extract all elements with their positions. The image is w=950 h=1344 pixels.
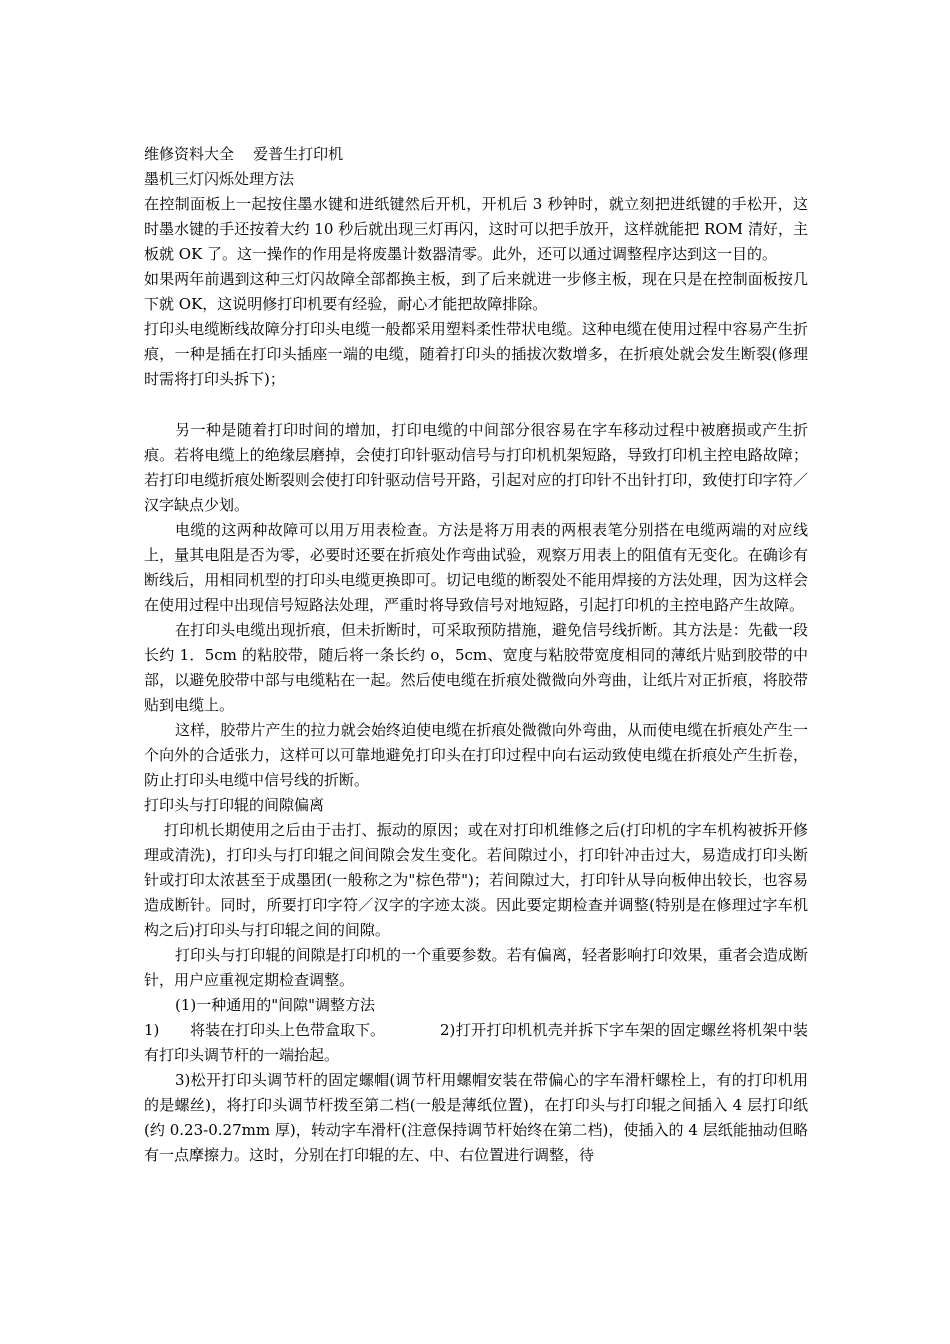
paragraph-cable-wear: 另一种是随着打印时间的增加，打印电缆的中间部分很容易在字车移动过程中被磨损或产生折痕。若将电缆上的绝缘层磨掉，会使打印针驱动信号与打印机机架短路，导致打印机主控电路故障；若打印电缆折痕处断裂则会使打印针驱动信号开路，引起对应的打印针不出针打印，致使打印字符／汉字缺点少划。 bbox=[144, 421, 808, 514]
paragraph-gap-cause: 打印机长期使用之后由于击打、振动的原因；或在对打印机维修之后(打印机的字车机构被拆开修理或清洗)，打印头与打印辊之间间隙会发生变化。若间隙过小，打印针冲击过大，易造成打印头断针或打印太浓甚至于成墨团(一般称之为"棕色带")；若间隙过大，打印针从导向板伸出较长，也容易造成断针。同时，所要打印字符／汉字的字迹太淡。因此要定期检查并调整(特别是在修理过字车机构之后)打印头与打印辊之间的间隙。 bbox=[144, 821, 808, 939]
blank-line bbox=[144, 392, 808, 418]
paragraph-reset-procedure: 在控制面板上一起按住墨水键和进纸键然后开机，开机后 3 秒钟时，就立刻把进纸键的手松开，这时墨水键的手还按着大约 10 秒后就出现三灯再闪，这时可以把手放开，这样就能把 ROM 清好，主板就 OK 了。这一操作的作用是将废墨计数器清零。此外，还可以通过调整程序达到这一目的。 bbox=[144, 195, 808, 263]
paragraph-method-heading: (1)一种通用的"间隙"调整方法 bbox=[175, 996, 376, 1014]
paragraph-multimeter-check: 电缆的这两种故障可以用万用表检查。方法是将万用表的两根表笔分别搭在电缆两端的对应线上，量其电阻是否为零，必要时还要在折痕处作弯曲试验，观察万用表上的阻值有无变化。在确诊有断线后，用相同机型的打印头电缆更换即可。切记电缆的断裂处不能用焊接的方法处理，因为这样会在使用过程中出现信号短路法处理，严重时将导致信号对地短路，引起打印机的主控电路产生故障。 bbox=[144, 521, 808, 614]
paragraph-gap-importance: 打印头与打印辊的间隙是打印机的一个重要参数。若有偏离，轻者影响打印效果，重者会造成断针，用户应重视定期检查调整。 bbox=[144, 946, 808, 989]
paragraph-tape-prevention: 在打印头电缆出现折痕，但未折断时，可采取预防措施，避免信号线折断。其方法是：先截一段长约 1．5cm 的粘胶带，随后将一条长约 o，5cm、宽度与粘胶带宽度相同的薄纸片贴到胶带的中部，以避免胶带中部与电缆粘在一起。然后使电缆在折痕处微微向外弯曲，让纸片对正折痕，将胶带贴到电缆上。 bbox=[144, 621, 808, 714]
paragraph-cable-break: 打印头电缆断线故障分打印头电缆一般都采用塑料柔性带状电缆。这种电缆在使用过程中容易产生折痕，一种是插在打印头插座一端的电缆，随着打印头的插拔次数增多，在折痕处就会发生断裂(修理时需将打印头拆下)； bbox=[144, 320, 808, 388]
step-2-text: 2)打开打印机机壳并拆下字车架的固定螺丝将机架中装有打印头调节杆的一端抬起。 bbox=[144, 1021, 808, 1064]
paragraph-steps-1-2 bbox=[144, 1018, 808, 1068]
paragraph-tension: 这样，胶带片产生的拉力就会始终迫使电缆在折痕处微微向外弯曲，从而使电缆在折痕处产生一个向外的合适张力，这样可以可靠地避免打印头在打印过程中向右运动致使电缆在折痕处产生折卷，防止打印头电缆中信号线的折断。 bbox=[144, 721, 808, 789]
step-1-number: 1) bbox=[144, 1021, 160, 1039]
section-title-three-lights: 墨机三灯闪烁处理方法 bbox=[144, 170, 295, 188]
document-header: 维修资料大全 爱普生打印机 bbox=[144, 145, 344, 163]
section-title-gap: 打印头与打印辊的间隙偏离 bbox=[144, 796, 325, 814]
document-page bbox=[144, 142, 808, 1168]
paragraph-step-3: 3)松开打印头调节杆的固定螺帽(调节杆用螺帽安装在带偏心的字车滑杆螺栓上，有的打印机用的是螺丝)，将打印头调节杆拨至第二档(一般是薄纸位置)，在打印头与打印辊之间插入 4 层打印纸(约 0.23-0.27mm 厚)，转动字车滑杆(注意保持调节杆始终在第二档)，使插入的 4 层纸能抽动但略有一点摩擦力。这时，分别在打印辊的左、中、右位置进行调整，待 bbox=[144, 1071, 808, 1164]
paragraph-experience: 如果两年前遇到这种三灯闪故障全部都换主板，到了后来就进一步修主板，现在只是在控制面板按几下就 OK，这说明修打印机要有经验，耐心才能把故障排除。 bbox=[144, 270, 808, 313]
step-1-text: 将装在打印头上色带盒取下。 bbox=[190, 1021, 386, 1039]
